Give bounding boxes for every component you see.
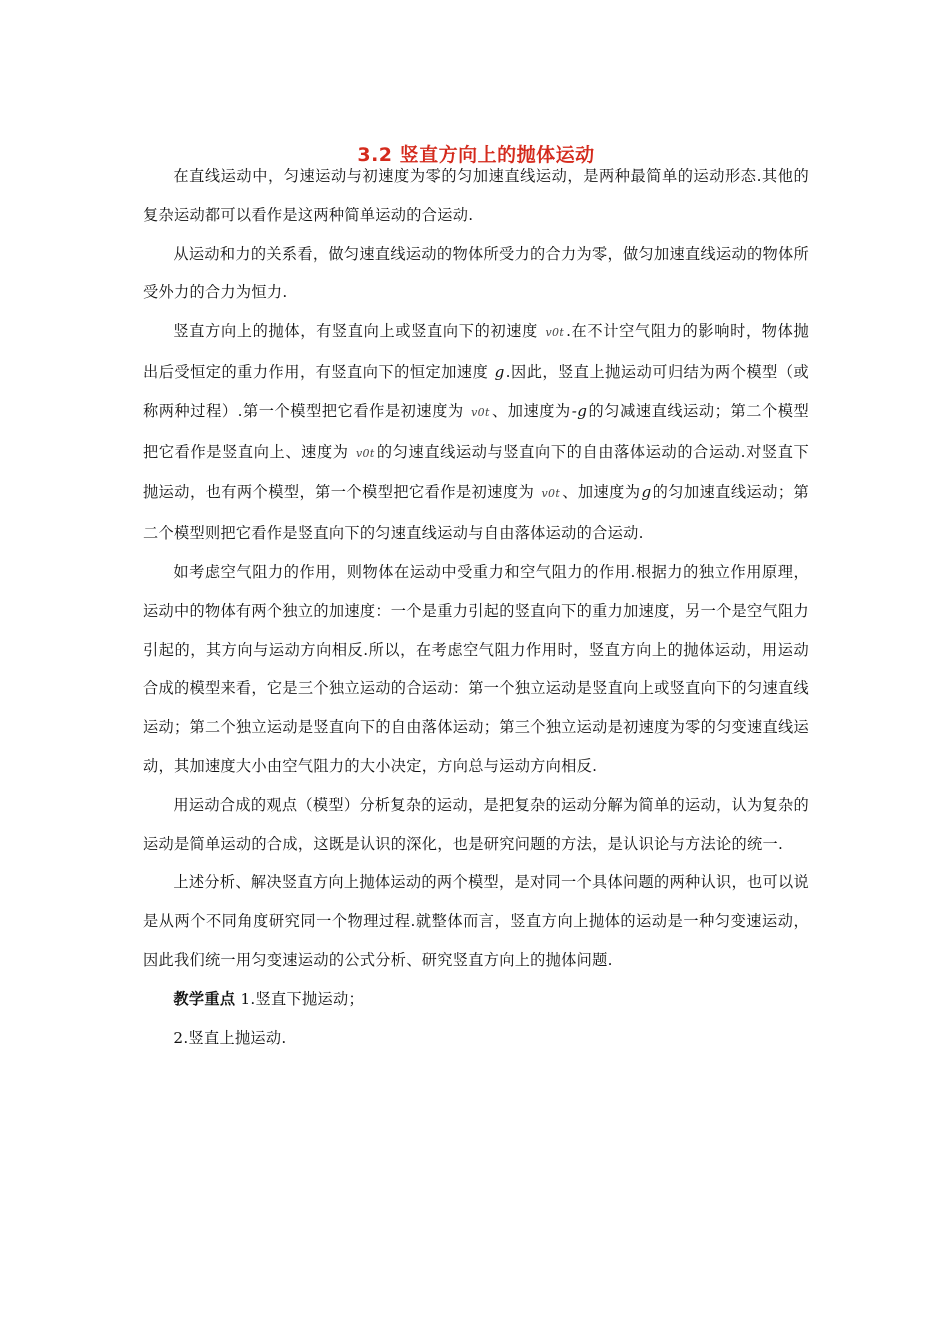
document-title: 3.2 竖直方向上的抛体运动 (357, 144, 595, 166)
paragraph-1: 在直线运动中，匀速运动与初速度为零的匀加速直线运动，是两种最简单的运动形态.其他的复杂运动都可以看作是这两种简单运动的合运动. (143, 167, 809, 224)
paragraph-3-part-3: .因此，竖直上抛运动可归结为两个模型（或称两种过程）.第一个模型把它看作是初速度为 (143, 362, 810, 420)
paragraph-3-part-5: 的匀减速直线运动；第二个模型把它看作是竖直向上、速度为 (143, 401, 809, 461)
paragraph-4: 如考虑空气阻力的作用，则物体在运动中受重力和空气阻力的作用.根据力的独立作用原理，运动中的物体有两个独立的加速度：一个是重力引起的竖直向下的重力加速度，另一个是空气阻力引起的，其方向与运动方向相反.所以，在考虑空气阻力作用时，竖直方向上的抛体运动，用运动合成的模型来看，它是三个独立运动的合运动：第一个独立运动是竖直向上或竖直向下的匀速直线运动；第二个独立运动是竖直向下的自由落体运动；第三个独立运动是初速度为零的匀变速直线运动，其加速度大小由空气阻力的大小决定，方向总与运动方向相反. (143, 562, 809, 775)
paragraph-3-part-8: 的匀加速直线运动；第二个模型则把它看作是竖直向下的匀速直线运动与自由落体运动的合运动. (143, 483, 809, 543)
key-point-2: 2.竖直上抛运动. (173, 1028, 287, 1047)
paragraph-3-part-2: .在不计空气阻力的影响时，物体抛出后受恒定的重力作用，有竖直向下的恒定加速度 (143, 322, 809, 381)
key-points-line-1 (143, 980, 809, 1019)
paragraph-2: 从运动和力的关系看，做匀速直线运动的物体所受力的合力为零，做匀加速直线运动的物体所受外力的合力为恒力. (143, 244, 809, 302)
symbol-v0: v0t (471, 405, 490, 419)
key-point-1: 1.竖直下抛运动； (235, 989, 364, 1008)
symbol-g: g (494, 362, 505, 381)
paragraph-5: 用运动合成的观点（模型）分析复杂的运动，是把复杂的运动分解为简单的运动，认为复杂的运动是简单运动的合成，这既是认识的深化，也是研究问题的方法，是认识论与方法论的统一. (143, 795, 809, 853)
document-page (143, 140, 809, 1057)
paragraph-3-part-6: 的匀速直线运动与竖直向下的自由落体运动的合运动.对竖直下抛运动，也有两个模型，第一个模型把它看作是初速度为 (143, 442, 809, 502)
paragraph-3 (143, 312, 809, 553)
key-points-label: 教学重点 (173, 989, 236, 1008)
symbol-v0: v0t (356, 446, 375, 460)
symbol-v0: v0t (545, 326, 565, 340)
symbol-g: g (641, 483, 652, 502)
paragraph-3-part-1: 竖直方向上的抛体，有竖直向上或竖直向下的初速度 (173, 322, 544, 341)
symbol-v0: v0t (541, 487, 561, 501)
symbol-neg-g: -g (571, 401, 588, 420)
paragraph-6: 上述分析、解决竖直方向上抛体运动的两个模型，是对同一个具体问题的两种认识，也可以说是从两个不同角度研究同一个物理过程.就整体而言，竖直方向上抛体的运动是一种匀变速运动，因此我们统一用匀变速运动的公式分析、研究竖直方向上的抛体问题. (143, 873, 809, 969)
paragraph-3-part-4: 、加速度为 (491, 401, 571, 420)
paragraph-3-part-7: 、加速度为 (562, 483, 641, 502)
